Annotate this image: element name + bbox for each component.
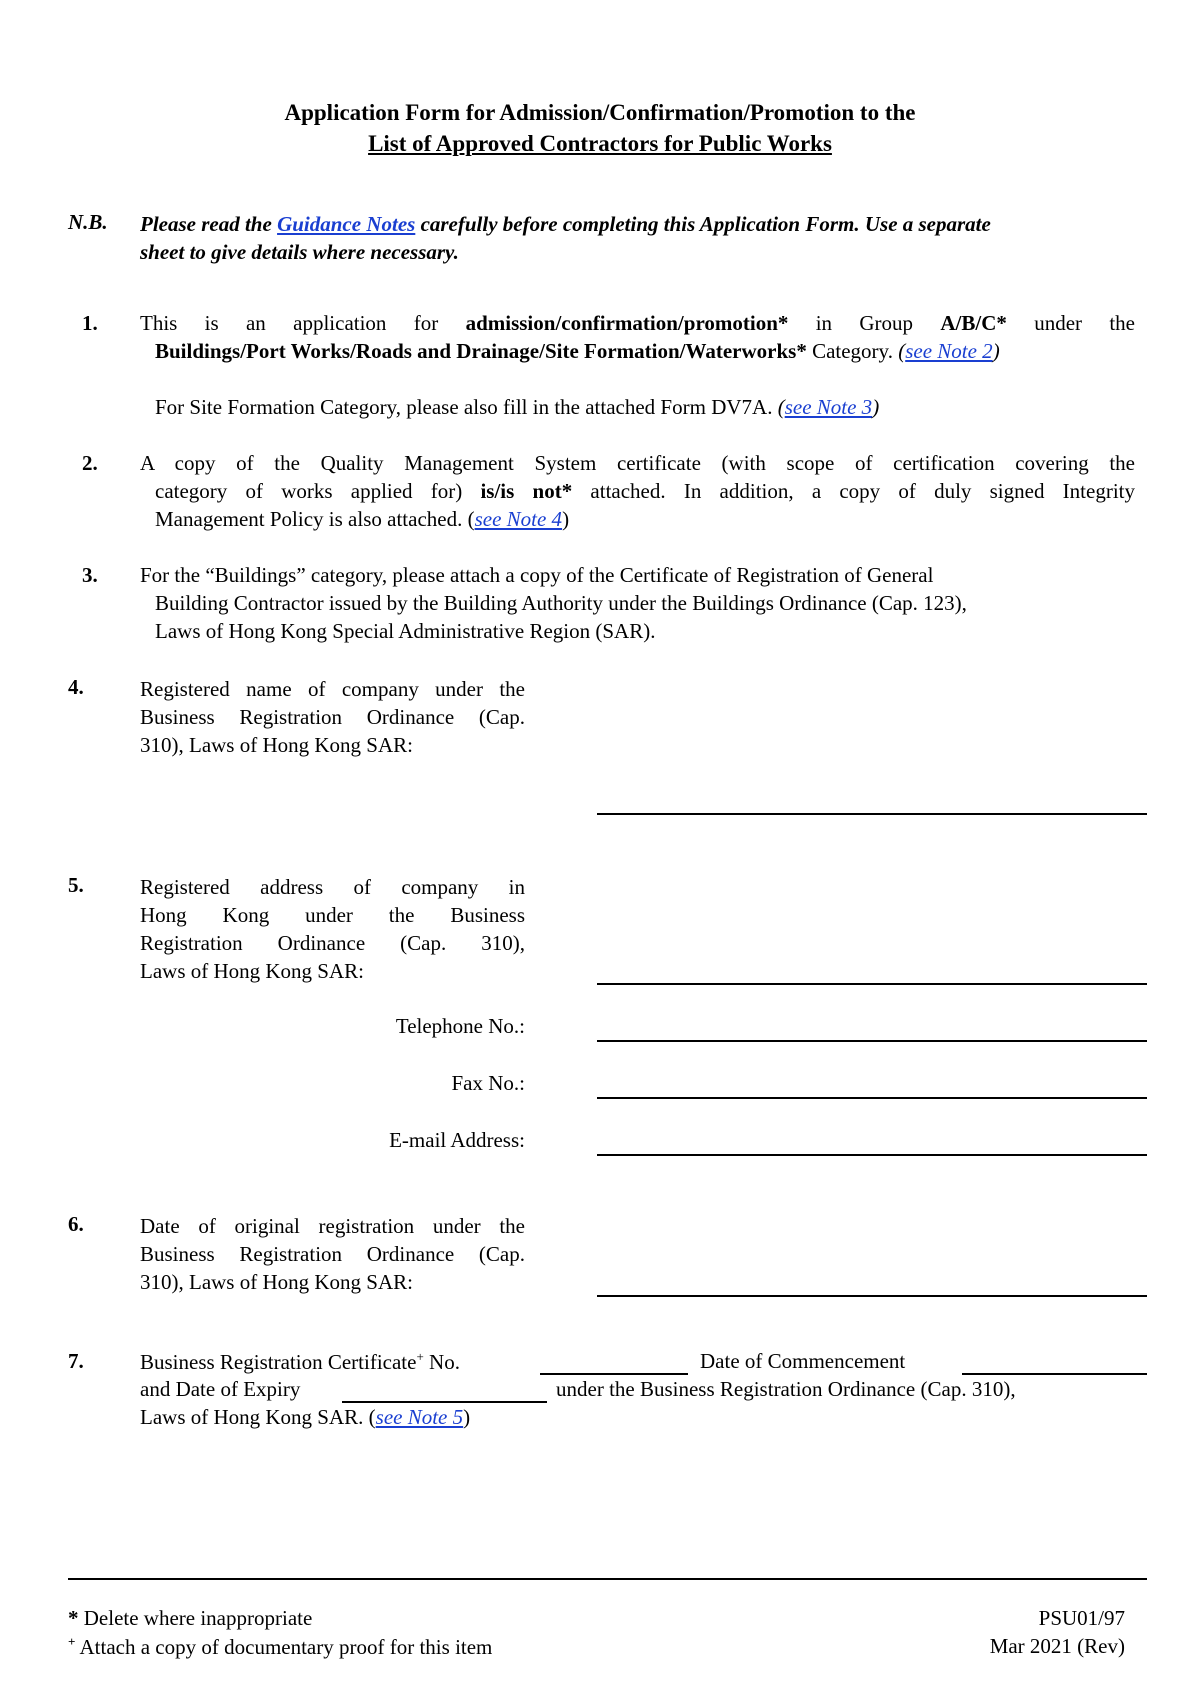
- item-7-text-b: under the Business Registration Ordinance (Cap. 310),: [556, 1377, 1016, 1401]
- item-3-number: 3.: [82, 563, 98, 587]
- item-6-number: 6.: [68, 1212, 84, 1236]
- see-note-5-link[interactable]: see Note 5: [375, 1405, 464, 1429]
- footnote-2: [68, 1634, 492, 1660]
- nb-label: N.B.: [68, 210, 108, 234]
- item-1-paren-close: ): [992, 339, 1000, 363]
- item-1-text: This is an application for: [140, 311, 466, 335]
- item-6-label-l1: Date of original registration under the: [140, 1214, 525, 1238]
- item-1-admission-options: admission/confirmation/promotion*: [465, 311, 789, 335]
- item-6-label: [140, 1212, 525, 1296]
- item-7-sup-mark: +: [416, 1349, 424, 1364]
- item-4-number: 4.: [68, 675, 84, 699]
- item-1-sub-text: For Site Formation Category, please also fill in the attached Form DV7A.: [155, 395, 778, 419]
- item-5-label-l4: Laws of Hong Kong SAR:: [140, 959, 364, 983]
- br-certificate-no-field[interactable]: [540, 1373, 688, 1375]
- item-5-number: 5.: [68, 873, 84, 897]
- item-1-number: 1.: [82, 311, 98, 335]
- footnote-1-mark: *: [68, 1606, 79, 1630]
- nb-text-b: carefully before completing this Application Form. Use a separate: [415, 212, 991, 236]
- expiry-date-field[interactable]: [342, 1401, 547, 1403]
- item-3-line2: Building Contractor issued by the Building Authority under the Buildings Ordinance (Cap. 123),: [155, 591, 967, 615]
- item-6-label-l2: Business Registration Ordinance (Cap.: [140, 1242, 525, 1266]
- item-2-text-b: attached. In addition, a copy of duly signed Integrity: [572, 479, 1135, 503]
- item-2-text-c: Management Policy is also attached. (: [155, 507, 475, 531]
- item-2-line3: [155, 507, 1135, 532]
- item-4-label-l3: 310), Laws of Hong Kong SAR:: [140, 733, 413, 757]
- item-3-line1: For the “Buildings” category, please attach a copy of the Certificate of Registration of General: [140, 563, 934, 587]
- see-note-4-link[interactable]: see Note 4: [474, 507, 563, 531]
- item-7-number: 7.: [68, 1349, 84, 1373]
- form-revision: Mar 2021 (Rev): [989, 1634, 1125, 1658]
- item-2-paren-close: ): [562, 507, 570, 531]
- form-title-line1: Application Form for Admission/Confirmation/Promotion to the: [284, 100, 916, 125]
- telephone-label: Telephone No.:: [395, 1014, 525, 1038]
- commencement-date-field[interactable]: [962, 1373, 1147, 1375]
- item-7-text-c1: Laws of Hong Kong SAR. (: [140, 1405, 376, 1429]
- telephone-field[interactable]: [597, 1040, 1147, 1042]
- item-3-line3: Laws of Hong Kong Special Administrative Region (SAR).: [155, 619, 656, 643]
- item-4-label: [140, 675, 525, 759]
- item-5-label-l2: Hong Kong under the Business: [140, 903, 525, 927]
- item-4-label-l2: Business Registration Ordinance (Cap.: [140, 705, 525, 729]
- email-label: E-mail Address:: [389, 1128, 525, 1152]
- item-2-line2: [155, 479, 1135, 504]
- item-2-line1: A copy of the Quality Management System certificate (with scope of certification covering the: [140, 451, 1135, 475]
- item-7-text-a2: No.: [423, 1350, 460, 1374]
- item-7-paren-close: ): [463, 1405, 471, 1429]
- item-1-text-group: in Group: [788, 311, 941, 335]
- nb-text-c: sheet to give details where necessary.: [140, 240, 459, 264]
- item-1-line1: [140, 311, 1135, 336]
- footnote-2-mark: +: [68, 1634, 76, 1649]
- item-2-text: category of works applied for): [155, 479, 481, 503]
- fax-label: Fax No.:: [451, 1071, 525, 1095]
- form-code: PSU01/97: [1038, 1606, 1125, 1630]
- item-7-commencement-label: Date of Commencement: [700, 1349, 906, 1373]
- item-2-attached-options: is/is not*: [480, 479, 573, 503]
- company-address-field[interactable]: [597, 983, 1147, 985]
- item-5-label-l3: Registration Ordinance (Cap. 310),: [140, 931, 525, 955]
- item-1-line2: [155, 339, 1135, 364]
- item-7-expiry-label: and Date of Expiry: [140, 1377, 301, 1401]
- item-4-label-l1: Registered name of company under the: [140, 677, 525, 701]
- item-7-text-a1: Business Registration Certificate: [140, 1350, 417, 1374]
- footnote-1: [68, 1606, 312, 1631]
- item-1-category-options: Buildings/Port Works/Roads and Drainage/Site Formation/Waterworks*: [155, 339, 807, 363]
- see-note-3-link[interactable]: see Note 3: [784, 395, 873, 419]
- item-7-text-c: [140, 1405, 470, 1430]
- footnote-2-text: Attach a copy of documentary proof for this item: [75, 1635, 493, 1659]
- item-2-number: 2.: [82, 451, 98, 475]
- item-1-paren-open: (: [898, 339, 906, 363]
- form-title-line2: List of Approved Contractors for Public Works: [368, 131, 832, 156]
- item-1-group-options: A/B/C*: [940, 311, 1007, 335]
- item-5-label: [140, 873, 525, 985]
- nb-text: [140, 210, 1135, 266]
- item-5-label-l1: Registered address of company in: [140, 875, 525, 899]
- email-field[interactable]: [597, 1154, 1147, 1156]
- item-1-text-category: Category.: [806, 339, 899, 363]
- item-1-text-under: under the: [1006, 311, 1135, 335]
- item-7-text-a: [140, 1349, 460, 1375]
- item-1-sub-paren-open: (: [777, 395, 785, 419]
- footer-divider: [68, 1578, 1147, 1580]
- item-6-label-l3: 310), Laws of Hong Kong SAR:: [140, 1270, 413, 1294]
- item-1-sub-paren-close: ): [872, 395, 880, 419]
- see-note-2-link[interactable]: see Note 2: [905, 339, 993, 363]
- footnote-1-text: Delete where inappropriate: [78, 1606, 313, 1630]
- item-1-sub: [155, 395, 1135, 420]
- fax-field[interactable]: [597, 1097, 1147, 1099]
- company-name-field[interactable]: [597, 813, 1147, 815]
- registration-date-field[interactable]: [597, 1295, 1147, 1297]
- nb-text-a: Please read the: [140, 212, 278, 236]
- guidance-notes-link[interactable]: Guidance Notes: [277, 212, 416, 236]
